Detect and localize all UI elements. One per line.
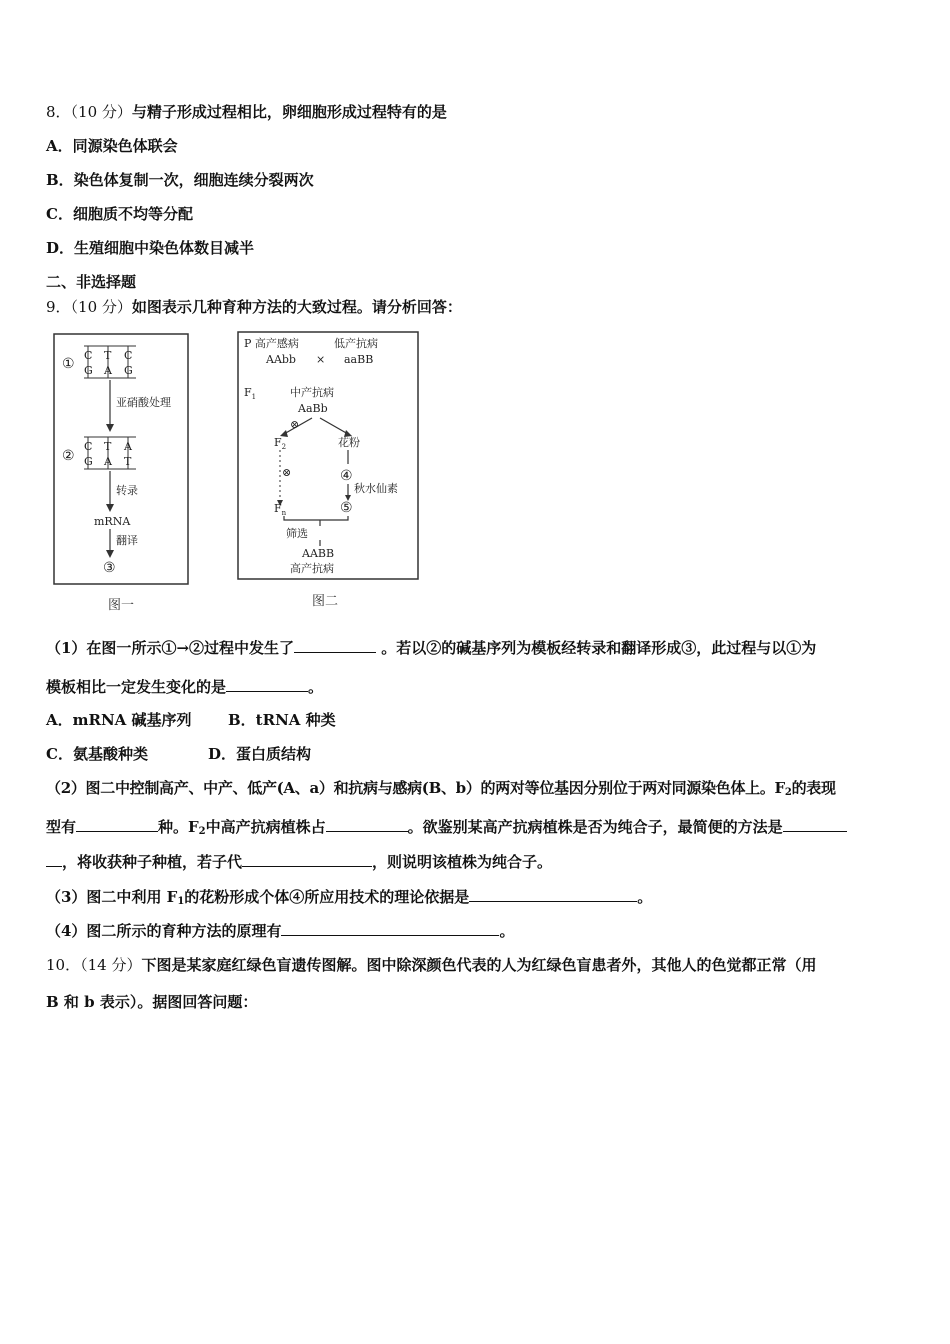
q9-sub2-text-4: 种。F xyxy=(158,818,199,836)
fig2-fn-label: $F_n$ xyxy=(274,502,287,517)
fig2-f1-genotype: AaBb xyxy=(298,402,328,415)
fig1-base-2-6: T xyxy=(124,455,132,468)
figure-2-diagram xyxy=(236,330,422,582)
fig2-p-label: P 高产感病 xyxy=(244,337,299,350)
q9-sub4-text-2: 。 xyxy=(499,922,515,940)
q9-sub2-blank-3-cont[interactable] xyxy=(46,852,62,867)
fig2-pollen: 花粉 xyxy=(338,436,360,449)
q9-sub3-blank[interactable] xyxy=(469,887,637,902)
q9-stem: 如图表示几种育种方法的大致过程。请分析回答： xyxy=(131,298,462,316)
fig1-base-2-1: C xyxy=(84,440,93,453)
q9-sub1-line1 xyxy=(46,638,816,658)
figure-2-frame xyxy=(238,332,418,579)
q9-sub1-text-4: 。 xyxy=(308,678,324,696)
q9-sub2-blank-1[interactable] xyxy=(76,817,158,832)
fig1-base-1-6: G xyxy=(124,364,133,377)
q9-sub4-line xyxy=(46,921,514,941)
q9-sub1-options-ab xyxy=(46,710,336,730)
q9-sub2-line3 xyxy=(46,852,552,872)
q9-sub1-option-c: C．氨基酸种类 xyxy=(46,745,148,763)
q9-sub3-line xyxy=(46,887,652,912)
q10-stem: 下图是某家庭红绿色盲遗传图解。图中除深颜色代表的人为红绿色盲患者外，其他人的色觉都正常（用 xyxy=(141,956,817,974)
fig1-base-1-2: T xyxy=(104,349,112,362)
q8-option-b: B．染色体复制一次，细胞连续分裂两次 xyxy=(46,171,314,189)
fig2-f1-label: $F_1$ xyxy=(244,386,257,401)
fig1-base-1-4: G xyxy=(84,364,93,377)
fig1-base-2-3: A xyxy=(124,440,132,453)
q9-sub2-line2 xyxy=(46,817,847,842)
fig1-circle-2: ② xyxy=(62,448,75,464)
figure-1 xyxy=(52,332,192,587)
q9-sub2-blank-2[interactable] xyxy=(326,817,408,832)
q9-sub3-text-3: 。 xyxy=(637,888,653,906)
q9-sub3-text-2: 的花粉形成个体④所应用技术的理论依据是 xyxy=(184,888,470,906)
fig2-cross-sign: × xyxy=(316,353,326,366)
q9-sub2-subscript-2: 2 xyxy=(198,826,206,837)
fig1-step-nitrous: 亚硝酸处理 xyxy=(116,396,171,409)
q9-sub1-options-cd xyxy=(46,744,311,764)
q9-sub2-text-7: ，将收获种子种植，若子代 xyxy=(62,853,243,871)
q9-sub1-option-d: D．蛋白质结构 xyxy=(208,745,312,763)
q8-option-a: A．同源染色体联会 xyxy=(46,137,178,155)
fig1-base-1-5: A xyxy=(104,364,112,377)
q10-score: （14 分） xyxy=(80,956,142,974)
q9-stem-line xyxy=(46,297,462,317)
q9-sub1-text-1: （1）在图一所示①→②过程中发生了 xyxy=(46,639,295,657)
fig2-circle-5: ⑤ xyxy=(340,500,353,516)
q9-score: （10 分） xyxy=(70,298,132,316)
q9-sub2-blank-3[interactable] xyxy=(783,817,847,832)
fig2-circle-4: ④ xyxy=(340,468,353,484)
fig1-circle-3: ③ xyxy=(103,560,116,576)
q9-sub2-text-3: 型有 xyxy=(46,818,77,836)
q10-stem-line2: B 和 b 表示）。据图回答问题： xyxy=(46,993,258,1011)
figure-1-diagram xyxy=(52,332,192,587)
fig2-p-left-genotype: AAbb xyxy=(266,353,296,366)
q9-sub3-text-1: （3）图二中利用 F xyxy=(46,888,178,906)
fig2-selfing-2: ⊗ xyxy=(282,466,292,479)
q8-score: （10 分） xyxy=(70,103,132,121)
q9-sub2-text-8: ，则说明该植株为纯合子。 xyxy=(372,853,553,871)
section-title: 二、非选择题 xyxy=(46,273,137,291)
q9-sub1-text-3: 模板相比一定发生变化的是 xyxy=(46,678,227,696)
q9-sub2-text-6: 。欲鉴别某高产抗病植株是否为纯合子，最简便的方法是 xyxy=(407,818,783,836)
fig2-colchicine: 秋水仙素 xyxy=(354,482,398,495)
q9-sub1-line2 xyxy=(46,677,323,697)
fig1-circle-1: ① xyxy=(62,356,75,372)
fig1-mrna: mRNA xyxy=(94,515,131,528)
q10-number: 10． xyxy=(46,956,81,974)
fig1-step-translation: 翻译 xyxy=(116,534,138,547)
q10-stem-line xyxy=(46,955,816,975)
figure-2-caption: 图二 xyxy=(312,594,339,609)
q8-number: 8． xyxy=(46,103,71,121)
fig2-f1-phenotype: 中产抗病 xyxy=(290,386,334,399)
q8-stem-line xyxy=(46,102,447,122)
q9-number: 9． xyxy=(46,298,71,316)
fig2-f2-label: $F_2$ xyxy=(274,436,287,451)
fig2-selfing-1: ⊗ xyxy=(290,418,300,431)
q8-option-d: D．生殖细胞中染色体数目减半 xyxy=(46,239,255,257)
fig1-base-1-3: C xyxy=(124,349,133,362)
q8-option-c: C．细胞质不均等分配 xyxy=(46,205,193,223)
q9-sub4-text-1: （4）图二所示的育种方法的原理有 xyxy=(46,922,282,940)
q9-sub1-option-b: B．tRNA 种类 xyxy=(228,711,336,729)
fig2-result-phenotype: 高产抗病 xyxy=(290,562,334,575)
figure-1-caption: 图一 xyxy=(108,598,135,613)
fig2-p-right: 低产抗病 xyxy=(334,337,378,350)
q9-sub1-blank-1[interactable] xyxy=(294,638,376,653)
q9-sub1-text-2: 。若以②的碱基序列为模板经转录和翻译形成③，此过程与以①为 xyxy=(381,639,817,657)
q9-sub1-blank-2[interactable] xyxy=(226,677,308,692)
fig1-base-2-4: G xyxy=(84,455,93,468)
q9-sub1-option-a: A．mRNA 碱基序列 xyxy=(46,711,192,729)
q9-sub2-text-5: 中高产抗病植株占 xyxy=(205,818,326,836)
q9-sub4-blank[interactable] xyxy=(281,921,499,936)
q9-sub2-subscript-1: 2 xyxy=(784,787,792,798)
fig1-base-1-1: C xyxy=(84,349,93,362)
fig2-p-right-genotype: aaBB xyxy=(344,353,374,366)
fig2-result-genotype: AABB xyxy=(302,547,335,560)
fig2-screening: 筛选 xyxy=(286,527,308,540)
q9-sub3-subscript: 1 xyxy=(177,896,185,907)
q8-stem: 与精子形成过程相比，卵细胞形成过程特有的是 xyxy=(131,103,447,121)
q9-sub2-text-2: 的表现 xyxy=(791,779,836,797)
q9-sub2-text-1: （2）图二中控制高产、中产、低产(A、a）和抗病与感病(B、b）的两对等位基因分别位于两对同源染色体上。F xyxy=(46,779,785,797)
fig1-step-transcription: 转录 xyxy=(116,484,138,497)
figure-2 xyxy=(236,330,422,582)
fig1-base-2-5: A xyxy=(104,455,112,468)
q9-sub2-blank-4[interactable] xyxy=(242,852,372,867)
fig1-base-2-2: T xyxy=(104,440,112,453)
q9-sub2-line1 xyxy=(46,778,836,803)
